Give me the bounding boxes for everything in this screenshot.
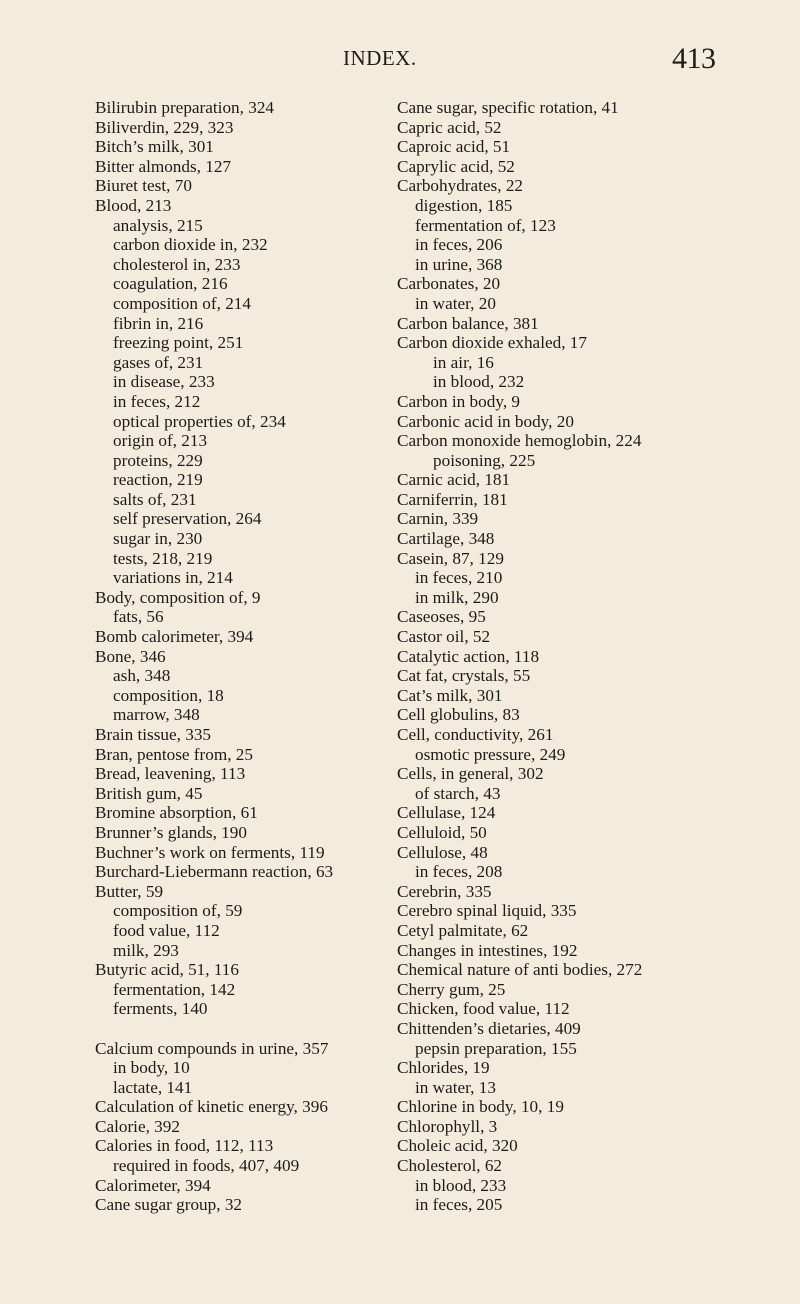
index-entry: Caproic acid, 51 (397, 137, 511, 157)
page-header (0, 42, 800, 82)
index-subentry: in urine, 368 (415, 254, 503, 274)
section-gap (95, 1019, 395, 1039)
index-entry: Bread, leavening, 113 (95, 764, 246, 784)
index-subentry: lactate, 141 (113, 1077, 193, 1097)
index-entry: Capric acid, 52 (397, 117, 502, 137)
index-entry: Bran, pentose from, 25 (95, 744, 253, 764)
index-entry: Body, composition of, 9 (95, 587, 261, 607)
index-subentry: analysis, 215 (113, 215, 203, 235)
index-subentry: freezing point, 251 (113, 333, 244, 353)
index-subentry: ferments, 140 (113, 999, 208, 1019)
index-subentry: in disease, 233 (113, 372, 215, 392)
index-entry: Caseoses, 95 (397, 607, 486, 627)
index-subentry: in feces, 206 (415, 235, 503, 255)
index-entry: Cherry gum, 25 (397, 979, 506, 999)
index-entry: Carbon in body, 9 (397, 391, 521, 411)
index-subentry: in water, 20 (415, 293, 496, 313)
index-entry: Chicken, food value, 112 (397, 999, 570, 1019)
index-entry: Carniferrin, 181 (397, 489, 508, 509)
running-head-title: INDEX. (343, 46, 417, 70)
index-entry: Cholesterol, 62 (397, 1156, 503, 1176)
index-entry: Chemical nature of anti bodies, 272 (397, 960, 643, 980)
index-subentry: milk, 293 (113, 940, 179, 960)
index-subentry: salts of, 231 (113, 489, 197, 509)
index-subentry: origin of, 213 (113, 431, 208, 451)
index-subentry: gases of, 231 (113, 352, 204, 372)
index-subentry: poisoning, 225 (433, 450, 536, 470)
index-entry: Cerebrin, 335 (397, 881, 492, 901)
index-subentry: coagulation, 216 (113, 274, 228, 294)
index-entry: Bone, 346 (95, 646, 166, 666)
index-entry: Chittenden’s dietaries, 409 (397, 1018, 581, 1038)
index-subentry: in air, 16 (433, 352, 494, 372)
index-entry: Cat fat, crystals, 55 (397, 666, 531, 686)
index-entry: British gum, 45 (95, 783, 203, 803)
index-entry: Caprylic acid, 52 (397, 156, 515, 176)
index-entry: Biliverdin, 229, 323 (95, 117, 234, 137)
index-entry: Bomb calorimeter, 394 (95, 627, 254, 647)
index-subentry: fermentation, 142 (113, 979, 236, 999)
index-subentry: fermentation of, 123 (415, 215, 556, 235)
index-subentry: fibrin in, 216 (113, 313, 204, 333)
index-subentry: ash, 348 (113, 666, 171, 686)
index-entry: Carnic acid, 181 (397, 470, 511, 490)
index-entry: Bilirubin preparation, 324 (95, 98, 275, 117)
index-subentry: in feces, 208 (415, 862, 503, 882)
index-entry: Cartilage, 348 (397, 529, 495, 549)
index-entry: Carbohydrates, 22 (397, 176, 524, 196)
index-entry: Carbon balance, 381 (397, 313, 539, 333)
index-subentry: sugar in, 230 (113, 529, 203, 549)
index-subentry: variations in, 214 (113, 568, 233, 588)
index-entry: Calorie, 392 (95, 1116, 180, 1136)
index-entry: Chlorine in body, 10, 19 (397, 1097, 564, 1117)
index-subentry: carbon dioxide in, 232 (113, 235, 268, 255)
index-entry: Casein, 87, 129 (397, 548, 504, 568)
index-entry: Cane sugar group, 32 (95, 1195, 243, 1215)
index-entry: Catalytic action, 118 (397, 646, 540, 666)
index-subentry: in blood, 233 (415, 1175, 507, 1195)
index-subentry: in feces, 205 (415, 1195, 503, 1215)
index-entry: Buchner’s work on ferments, 119 (95, 842, 325, 862)
index-entry: Cellulase, 124 (397, 803, 496, 823)
index-entry: Butyric acid, 51, 116 (95, 960, 239, 980)
index-subentry: pepsin preparation, 155 (415, 1038, 577, 1058)
index-entry: Carnin, 339 (397, 509, 479, 529)
index-subentry: in feces, 212 (113, 391, 201, 411)
index-subentry: composition of, 214 (113, 293, 251, 313)
index-subentry: self preservation, 264 (113, 509, 262, 529)
index-entry: Changes in intestines, 192 (397, 940, 578, 960)
index-subentry: digestion, 185 (415, 195, 513, 215)
index-entry: Calorimeter, 394 (95, 1175, 211, 1195)
index-entry: Bitch’s milk, 301 (95, 137, 214, 157)
index-entry: Choleic acid, 320 (397, 1136, 518, 1156)
index-entry: Chlorides, 19 (397, 1058, 490, 1078)
index-entry: Carbon monoxide hemoglobin, 224 (397, 431, 642, 451)
index-entry: Calculation of kinetic energy, 396 (95, 1097, 328, 1117)
index-subentry: in milk, 290 (415, 587, 499, 607)
index-subentry: food value, 112 (113, 920, 220, 940)
index-entry: Cell, conductivity, 261 (397, 725, 554, 744)
index-subentry: cholesterol in, 233 (113, 254, 241, 274)
index-subentry: composition of, 59 (113, 901, 243, 921)
index-subentry: tests, 218, 219 (113, 548, 213, 568)
index-subentry: in blood, 232 (433, 372, 525, 392)
index-entry: Cell globulins, 83 (397, 705, 520, 725)
index-entry: Bromine absorption, 61 (95, 803, 258, 823)
index-column-left (95, 98, 395, 1215)
index-entry: Brain tissue, 335 (95, 725, 212, 744)
index-entry: Carbon dioxide exhaled, 17 (397, 333, 587, 353)
index-entry: Castor oil, 52 (397, 627, 491, 647)
index-subentry: proteins, 229 (113, 450, 203, 470)
index-subentry: in body, 10 (113, 1058, 190, 1078)
index-entry: Calories in food, 112, 113 (95, 1136, 274, 1156)
index-subentry: reaction, 219 (113, 470, 203, 490)
index-entry: Biuret test, 70 (95, 176, 192, 196)
index-entry: Blood, 213 (95, 195, 172, 215)
index-entry: Cellulose, 48 (397, 842, 488, 862)
index-subentry: fats, 56 (113, 607, 164, 627)
index-entry: Cetyl palmitate, 62 (397, 920, 529, 940)
index-entry: Bitter almonds, 127 (95, 156, 232, 176)
index-subentry: optical properties of, 234 (113, 411, 286, 431)
index-entry: Calcium compounds in urine, 357 (95, 1038, 329, 1058)
index-entry: Burchard-Liebermann reaction, 63 (95, 862, 334, 882)
index-entry: Cells, in general, 302 (397, 764, 544, 784)
index-subentry: in water, 13 (415, 1077, 496, 1097)
index-subentry: composition, 18 (113, 685, 224, 705)
index-subentry: of starch, 43 (415, 783, 501, 803)
index-entry: Cat’s milk, 301 (397, 685, 503, 705)
index-entry: Cerebro spinal liquid, 335 (397, 901, 577, 921)
index-subentry: in feces, 210 (415, 568, 503, 588)
index-entry: Brunner’s glands, 190 (95, 822, 247, 842)
index-entry: Celluloid, 50 (397, 822, 487, 842)
index-subentry: required in foods, 407, 409 (113, 1156, 300, 1176)
index-entry: Carbonates, 20 (397, 274, 501, 294)
index-entry: Chlorophyll, 3 (397, 1116, 498, 1136)
index-entry: Cane sugar, specific rotation, 41 (397, 98, 619, 117)
index-column-right (397, 98, 797, 1215)
page-number: 413 (672, 42, 716, 75)
index-subentry: osmotic pressure, 249 (415, 744, 566, 764)
index-subentry: marrow, 348 (113, 705, 200, 725)
index-entry: Butter, 59 (95, 881, 164, 901)
index-entry: Carbonic acid in body, 20 (397, 411, 574, 431)
